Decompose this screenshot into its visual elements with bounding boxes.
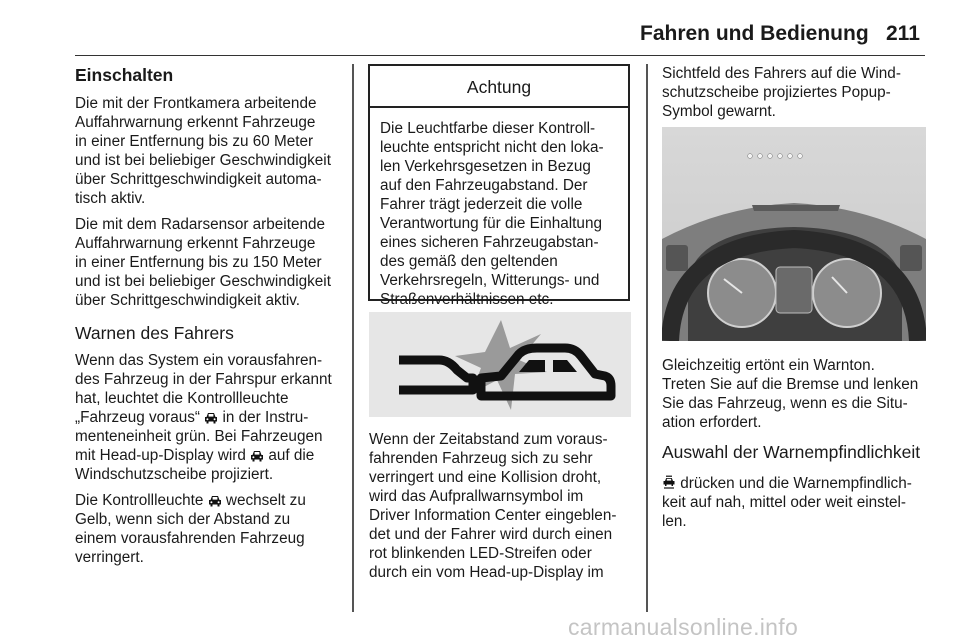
sensitivity-icon — [662, 475, 676, 490]
paragraph-gelb: Die Kontrollleuchte wechselt zu Gelb, wenn sich der Abstand zu einem vorausfahrenden Fahrzeug verringert. — [75, 492, 306, 566]
right-after-figure: Gleichzeitig ertönt ein Warnton. Treten Sie auf die Bremse und lenken Sie das Fahrzeug, wenn es die Situ- ation erfordert. Auswahl der Warnempfindlichkeit drücken und die Warnempfindlich- keit auf nah, mittel oder weit einstel- len. — [662, 356, 932, 531]
page-number: 211 — [886, 22, 920, 45]
heading-warnempfindlichkeit: Auswahl der Warnempfindlichkeit — [662, 442, 921, 462]
warning-text: Die Leuchtfarbe dieser Kontroll- leuchte entspricht nicht den loka- len Verkehrsgesetzen in Bezug auf den Fahrzeugabstand. Der Fahrer trägt jederzeit die volle Verantwortung für die Einhaltung eines sicheren Fahrzeugabstan- des gemäß den geltenden Verkehrsregeln, Witterungs- und Straßenverhältnissen etc. — [380, 120, 604, 308]
paragraph-warnen: Wenn das System ein vorausfahren- des Fahrzeug in der Fahrspur erkannt hat, leuchtet die Kontrollleuchte „Fahrzeug voraus“ in der Instru- menteneinheit grün. Bei Fahrzeugen mit Head-up-Display wird auf die Windschutzscheibe projiziert. — [75, 352, 332, 483]
warning-title: Achtung — [370, 66, 628, 108]
paragraph-frontkamera: Die mit der Frontkamera arbeitende Auffahrwarnung erkennt Fahrzeuge in einer Entfernung bis zu 60 Meter und ist bei beliebiger Geschwindigkeit über Schrittgeschwindigkeit automa- tisch aktiv. — [75, 95, 331, 207]
left-column — [75, 64, 347, 574]
vehicle-ahead-icon — [208, 494, 222, 507]
vehicle-ahead-icon — [204, 411, 218, 424]
watermark: carmanualsonline.info — [568, 614, 799, 640]
warning-box — [368, 64, 630, 308]
vehicle-ahead-icon — [250, 449, 264, 462]
column-divider-left — [352, 64, 354, 612]
header-divider — [75, 55, 925, 56]
collision-warning-figure — [369, 312, 631, 417]
hud-dashboard-figure — [662, 127, 926, 341]
collision-warning-icon — [369, 312, 631, 417]
collision-paragraph: Wenn der Zeitabstand zum voraus- fahrenden Fahrzeug sich zu sehr verringert und eine Kollision droht, wird das Aufprallwarnsymbol im Driver Information Center eingeblen- det und der Fahrer wird durch einen rot blinkenden LED-Streifen oder durch ein vom Head-up-Display im — [369, 431, 617, 581]
right-intro: Sichtfeld des Fahrers auf die Wind- schutzscheibe projiziertes Popup- Symbol gewarnt. — [662, 65, 901, 120]
page-title: Fahren und Bedienung — [640, 22, 869, 45]
heading-einschalten: Einschalten — [75, 65, 174, 85]
heading-warnen: Warnen des Fahrers — [75, 323, 234, 343]
column-divider-right — [646, 64, 648, 612]
paragraph-radarsensor: Die mit dem Radarsensor arbeitende Auffahrwarnung erkennt Fahrzeuge in einer Entfernung bis zu 150 Meter und ist bei beliebiger Geschwindigkeit über Schrittgeschwindigkeit aktiv. — [75, 216, 331, 309]
